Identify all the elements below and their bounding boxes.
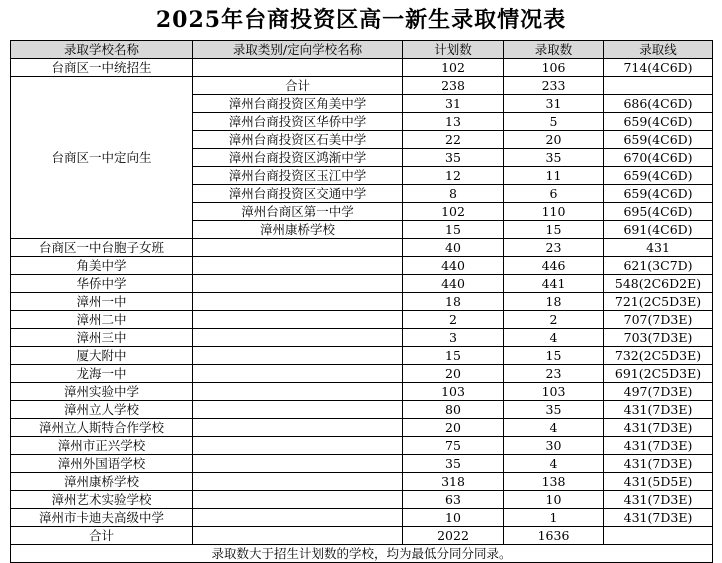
cell-plan: 440 bbox=[403, 257, 504, 275]
cell-category bbox=[193, 59, 403, 77]
cell-category bbox=[193, 239, 403, 257]
cell-line: 431(7D3E) bbox=[604, 419, 713, 437]
table-row bbox=[11, 383, 713, 401]
cell-plan: 22 bbox=[403, 131, 504, 149]
cell-admit: 23 bbox=[504, 365, 604, 383]
cell-category bbox=[193, 293, 403, 311]
cell-line: 431(7D3E) bbox=[604, 509, 713, 527]
cell-plan: 8 bbox=[403, 185, 504, 203]
cell-line: 703(7D3E) bbox=[604, 329, 713, 347]
cell-admit: 1 bbox=[504, 509, 604, 527]
cell-line: 431 bbox=[604, 239, 713, 257]
cell-admit: 4 bbox=[504, 329, 604, 347]
cell-plan: 238 bbox=[403, 77, 504, 95]
cell-school: 漳州三中 bbox=[11, 329, 193, 347]
cell-plan: 15 bbox=[403, 347, 504, 365]
total-row bbox=[11, 527, 713, 545]
cell-line: 714(4C6D) bbox=[604, 59, 713, 77]
cell-plan: 103 bbox=[403, 383, 504, 401]
cell-school-directed: 台商区一中定向生 bbox=[11, 77, 193, 239]
cell-category bbox=[193, 473, 403, 491]
cell-admit: 106 bbox=[504, 59, 604, 77]
cell-admit: 5 bbox=[504, 113, 604, 131]
cell-admit: 30 bbox=[504, 437, 604, 455]
cell-line: 659(4C6D) bbox=[604, 131, 713, 149]
total-line bbox=[604, 527, 713, 545]
cell-line: 621(3C7D) bbox=[604, 257, 713, 275]
cell-admit: 31 bbox=[504, 95, 604, 113]
cell-category bbox=[193, 509, 403, 527]
cell-plan: 35 bbox=[403, 455, 504, 473]
table-row bbox=[11, 59, 713, 77]
cell-line: 691(4C6D) bbox=[604, 221, 713, 239]
cell-plan: 20 bbox=[403, 419, 504, 437]
cell-school: 漳州立人斯特合作学校 bbox=[11, 419, 193, 437]
cell-category: 漳州康桥学校 bbox=[193, 221, 403, 239]
cell-school: 漳州一中 bbox=[11, 293, 193, 311]
table-row bbox=[11, 455, 713, 473]
cell-school: 漳州市正兴学校 bbox=[11, 437, 193, 455]
cell-school: 台商区一中台胞子女班 bbox=[11, 239, 193, 257]
cell-school: 漳州立人学校 bbox=[11, 401, 193, 419]
table-row bbox=[11, 491, 713, 509]
cell-category: 合计 bbox=[193, 77, 403, 95]
cell-plan: 3 bbox=[403, 329, 504, 347]
cell-admit: 4 bbox=[504, 419, 604, 437]
cell-line: 431(5D5E) bbox=[604, 473, 713, 491]
page-title: 2025年台商投资区高一新生录取情况表 bbox=[155, 7, 567, 33]
cell-line: 431(7D3E) bbox=[604, 437, 713, 455]
cell-plan: 40 bbox=[403, 239, 504, 257]
cell-line: 431(7D3E) bbox=[604, 491, 713, 509]
cell-plan: 440 bbox=[403, 275, 504, 293]
cell-category bbox=[193, 419, 403, 437]
cell-admit: 2 bbox=[504, 311, 604, 329]
cell-admit: 10 bbox=[504, 491, 604, 509]
table-row bbox=[11, 509, 713, 527]
cell-plan: 102 bbox=[403, 59, 504, 77]
table-row bbox=[11, 347, 713, 365]
cell-line bbox=[604, 77, 713, 95]
cell-line: 691(2C5D3E) bbox=[604, 365, 713, 383]
cell-plan: 18 bbox=[403, 293, 504, 311]
cell-plan: 80 bbox=[403, 401, 504, 419]
cell-line: 670(4C6D) bbox=[604, 149, 713, 167]
cell-line: 431(7D3E) bbox=[604, 455, 713, 473]
cell-line: 659(4C6D) bbox=[604, 113, 713, 131]
cell-category: 漳州台商投资区鸿渐中学 bbox=[193, 149, 403, 167]
cell-line: 721(2C5D3E) bbox=[604, 293, 713, 311]
cell-school: 漳州市卡迪夫高级中学 bbox=[11, 509, 193, 527]
header-category: 录取类别/定向学校名称 bbox=[193, 41, 403, 59]
cell-admit: 20 bbox=[504, 131, 604, 149]
cell-admit: 35 bbox=[504, 149, 604, 167]
table-row bbox=[11, 275, 713, 293]
cell-category bbox=[193, 329, 403, 347]
cell-line: 497(7D3E) bbox=[604, 383, 713, 401]
cell-admit: 6 bbox=[504, 185, 604, 203]
cell-category: 漳州台商投资区石美中学 bbox=[193, 131, 403, 149]
cell-category bbox=[193, 383, 403, 401]
cell-plan: 35 bbox=[403, 149, 504, 167]
cell-school: 龙海一中 bbox=[11, 365, 193, 383]
table-row bbox=[11, 473, 713, 491]
cell-admit: 11 bbox=[504, 167, 604, 185]
cell-category: 漳州台商投资区角美中学 bbox=[193, 95, 403, 113]
cell-category: 漳州台商区第一中学 bbox=[193, 203, 403, 221]
cell-category bbox=[193, 365, 403, 383]
header-row bbox=[11, 41, 713, 59]
cell-category bbox=[193, 311, 403, 329]
cell-line: 431(7D3E) bbox=[604, 401, 713, 419]
cell-school: 角美中学 bbox=[11, 257, 193, 275]
footnote-row bbox=[11, 545, 713, 563]
cell-category bbox=[193, 437, 403, 455]
cell-plan: 15 bbox=[403, 221, 504, 239]
header-plan: 计划数 bbox=[403, 41, 504, 59]
cell-admit: 35 bbox=[504, 401, 604, 419]
table-row bbox=[11, 257, 713, 275]
cell-plan: 102 bbox=[403, 203, 504, 221]
cell-admit: 15 bbox=[504, 347, 604, 365]
cell-plan: 10 bbox=[403, 509, 504, 527]
cell-plan: 31 bbox=[403, 95, 504, 113]
footnote: 录取数大于招生计划数的学校，均为最低分同分同录。 bbox=[11, 545, 713, 563]
cell-school: 厦大附中 bbox=[11, 347, 193, 365]
table-row bbox=[11, 239, 713, 257]
cell-admit: 233 bbox=[504, 77, 604, 95]
cell-category: 漳州台商投资区华侨中学 bbox=[193, 113, 403, 131]
cell-admit: 23 bbox=[504, 239, 604, 257]
cell-school: 漳州外国语学校 bbox=[11, 455, 193, 473]
cell-plan: 2 bbox=[403, 311, 504, 329]
cell-line: 732(2C5D3E) bbox=[604, 347, 713, 365]
cell-plan: 13 bbox=[403, 113, 504, 131]
total-admit: 1636 bbox=[504, 527, 604, 545]
cell-school: 漳州二中 bbox=[11, 311, 193, 329]
table-row bbox=[11, 293, 713, 311]
cell-plan: 75 bbox=[403, 437, 504, 455]
cell-admit: 103 bbox=[504, 383, 604, 401]
header-line: 录取线 bbox=[604, 41, 713, 59]
table-row bbox=[11, 311, 713, 329]
cell-line: 695(4C6D) bbox=[604, 203, 713, 221]
table-row bbox=[11, 419, 713, 437]
header-school: 录取学校名称 bbox=[11, 41, 193, 59]
total-label: 合计 bbox=[11, 527, 193, 545]
cell-admit: 138 bbox=[504, 473, 604, 491]
cell-category bbox=[193, 491, 403, 509]
cell-school: 华侨中学 bbox=[11, 275, 193, 293]
cell-category bbox=[193, 401, 403, 419]
cell-plan: 318 bbox=[403, 473, 504, 491]
total-plan: 2022 bbox=[403, 527, 504, 545]
cell-school: 漳州艺术实验学校 bbox=[11, 491, 193, 509]
cell-school: 漳州实验中学 bbox=[11, 383, 193, 401]
cell-plan: 12 bbox=[403, 167, 504, 185]
table-row bbox=[11, 365, 713, 383]
admission-table bbox=[10, 40, 713, 563]
table-row bbox=[11, 401, 713, 419]
cell-category bbox=[193, 455, 403, 473]
cell-line: 659(4C6D) bbox=[604, 185, 713, 203]
cell-category bbox=[193, 275, 403, 293]
cell-school: 漳州康桥学校 bbox=[11, 473, 193, 491]
cell-admit: 4 bbox=[504, 455, 604, 473]
cell-category: 漳州台商投资区玉江中学 bbox=[193, 167, 403, 185]
cell-school: 台商区一中统招生 bbox=[11, 59, 193, 77]
table-row bbox=[11, 77, 713, 95]
cell-category bbox=[193, 347, 403, 365]
cell-line: 548(2C6D2E) bbox=[604, 275, 713, 293]
table-row bbox=[11, 437, 713, 455]
table-row bbox=[11, 329, 713, 347]
cell-admit: 446 bbox=[504, 257, 604, 275]
cell-line: 707(7D3E) bbox=[604, 311, 713, 329]
cell-line: 686(4C6D) bbox=[604, 95, 713, 113]
cell-line: 659(4C6D) bbox=[604, 167, 713, 185]
cell-category bbox=[193, 257, 403, 275]
cell-admit: 110 bbox=[504, 203, 604, 221]
cell-admit: 441 bbox=[504, 275, 604, 293]
cell-plan: 63 bbox=[403, 491, 504, 509]
total-category bbox=[193, 527, 403, 545]
cell-category: 漳州台商投资区交通中学 bbox=[193, 185, 403, 203]
header-admit: 录取数 bbox=[504, 41, 604, 59]
cell-plan: 20 bbox=[403, 365, 504, 383]
cell-admit: 15 bbox=[504, 221, 604, 239]
cell-admit: 18 bbox=[504, 293, 604, 311]
